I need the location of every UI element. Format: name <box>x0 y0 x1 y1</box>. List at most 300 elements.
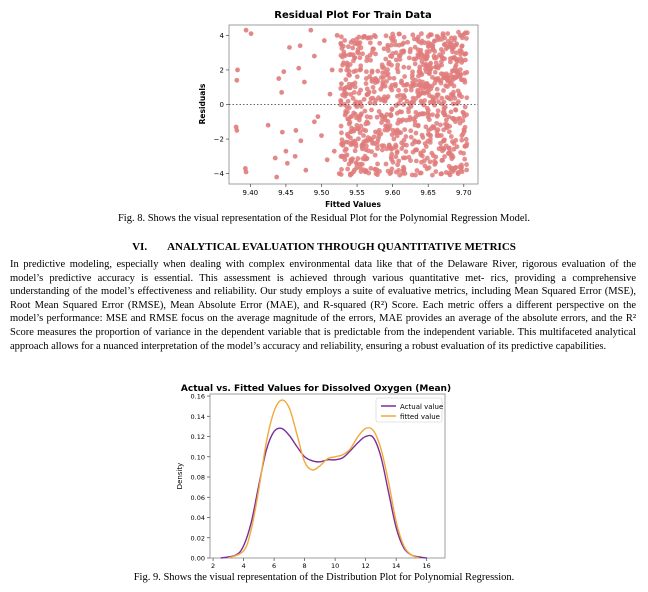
residual-point <box>386 119 391 124</box>
residual-point <box>427 117 432 122</box>
residual-point <box>464 36 469 41</box>
residual-point <box>370 70 375 75</box>
residual-point <box>303 168 308 173</box>
residual-point <box>435 34 440 39</box>
residual-point <box>453 108 458 113</box>
residual-point <box>346 72 351 77</box>
residual-point <box>274 175 279 180</box>
residual-point <box>386 169 391 174</box>
residual-point <box>401 165 406 170</box>
y-tick-label: 2 <box>219 66 224 75</box>
residual-point <box>406 65 411 70</box>
residual-point <box>414 159 419 164</box>
residual-point <box>354 162 359 167</box>
residual-point <box>347 122 352 127</box>
residual-point <box>347 105 352 110</box>
residual-point <box>379 120 384 125</box>
residual-point <box>343 157 348 162</box>
residual-point <box>364 81 369 86</box>
residual-point <box>432 126 437 131</box>
residual-point <box>456 99 461 104</box>
residual-point <box>433 70 438 75</box>
residual-point <box>375 69 380 74</box>
residual-point <box>395 63 400 68</box>
residual-point <box>266 123 271 128</box>
residual-point <box>393 143 398 148</box>
residual-point <box>408 158 413 163</box>
residual-point <box>463 58 468 63</box>
residual-point <box>339 124 344 129</box>
x-tick-label: 9.65 <box>420 189 436 197</box>
residual-point <box>389 35 394 40</box>
residual-point <box>407 101 412 106</box>
residual-point <box>412 37 417 42</box>
residual-point <box>459 138 464 143</box>
residual-point <box>416 47 421 52</box>
residual-point <box>449 110 454 115</box>
residual-point <box>316 114 321 119</box>
residual-point <box>350 46 355 51</box>
residual-point <box>298 138 303 143</box>
residual-point <box>382 46 387 51</box>
residual-point <box>372 134 377 139</box>
residual-point <box>419 160 424 165</box>
residual-point <box>435 87 440 92</box>
residual-point <box>441 31 446 36</box>
residual-point <box>244 170 249 175</box>
residual-point <box>364 58 369 63</box>
residual-point <box>429 32 434 37</box>
residual-point <box>420 80 425 85</box>
residual-point <box>386 62 391 67</box>
residual-point <box>459 167 464 172</box>
residual-point <box>338 68 343 73</box>
residual-point <box>351 58 356 63</box>
residual-point <box>432 49 437 54</box>
residual-point <box>390 132 395 137</box>
residual-point <box>401 65 406 70</box>
y-tick-label: −4 <box>213 170 224 179</box>
residual-point <box>341 143 346 148</box>
residual-point <box>366 148 371 153</box>
residual-point <box>372 101 377 106</box>
residual-point <box>445 31 450 36</box>
residual-point <box>407 56 412 61</box>
residual-point <box>366 35 371 40</box>
residual-point <box>395 150 400 155</box>
residual-point <box>458 72 463 77</box>
residual-point <box>459 44 464 49</box>
residual-point <box>460 35 465 40</box>
residual-point <box>293 154 298 159</box>
residual-point <box>296 66 301 71</box>
residual-point <box>279 90 284 95</box>
residual-point <box>364 144 369 149</box>
residual-point <box>366 92 371 97</box>
residual-point <box>418 112 423 117</box>
residual-point <box>365 114 370 119</box>
residual-point <box>396 70 401 75</box>
residual-point <box>417 93 422 98</box>
residual-point <box>362 97 367 102</box>
residual-point <box>382 128 387 133</box>
residual-point <box>411 117 416 122</box>
residual-point <box>400 117 405 122</box>
residual-point <box>428 159 433 164</box>
residual-point <box>439 63 444 68</box>
residual-point <box>405 82 410 87</box>
residual-point <box>387 76 392 81</box>
residual-point <box>352 90 357 95</box>
section-number: VI. <box>132 241 148 253</box>
residual-point <box>425 54 430 59</box>
residual-point <box>413 173 418 178</box>
residual-point <box>375 167 380 172</box>
residual-point <box>395 121 400 126</box>
residual-point <box>357 91 362 96</box>
residual-plot-y-label: Residuals <box>198 83 207 125</box>
residual-point <box>464 168 469 173</box>
residual-point <box>442 100 447 105</box>
residual-point <box>428 133 433 138</box>
residual-point <box>359 169 364 174</box>
distribution-plot-figure <box>0 378 648 588</box>
residual-point <box>380 62 385 67</box>
residual-point <box>410 73 415 78</box>
residual-point <box>373 52 378 57</box>
y-tick-label: −2 <box>213 135 224 144</box>
residual-point <box>396 101 401 106</box>
residual-point <box>356 136 361 141</box>
residual-point <box>359 111 364 116</box>
residual-point <box>428 140 433 145</box>
residual-point <box>427 71 432 76</box>
x-tick-label: 10 <box>330 562 340 570</box>
residual-point <box>433 65 438 70</box>
residual-point <box>343 111 348 116</box>
residual-point <box>339 81 344 86</box>
residual-point <box>424 64 429 69</box>
residual-point <box>441 50 446 55</box>
residual-plot-title: Residual Plot For Train Data <box>274 10 432 21</box>
residual-point <box>386 48 391 53</box>
residual-point <box>235 68 240 73</box>
residual-point <box>338 86 343 91</box>
residual-point <box>377 109 382 114</box>
y-tick-label: 4 <box>219 31 224 40</box>
section-title: ANALYTICAL EVALUATION THROUGH QUANTITATIVE METRICS <box>167 241 516 253</box>
residual-point <box>462 157 467 162</box>
x-tick-label: 8 <box>302 562 307 570</box>
residual-plot-x-ticks <box>243 184 472 197</box>
residual-point <box>443 83 448 88</box>
residual-point <box>401 155 406 160</box>
residual-point <box>371 47 376 52</box>
body-paragraph: In predictive modeling, especially when dealing with complex environmental data like that of the Delaware River, rigorous evaluation of the model’s predictive accuracy is essential. This assessment is achieved through various quantitative met- rics, providing a comprehensive understanding of the model’s effectiveness and reliability. Our study employs a suite of evaluative metrics, including Mean Squared Error (MSE), Root Mean Squared Error (RMSE), Mean Absolute Error (MAE), and R-squared (R²) Score. Each metric offers a different perspective on the model’s performance: MSE and RMSE focus on the average magnitude of the errors, MAE provides an average of the absolute errors, and the R² Score measures the proportion of variance in the dependent variable that is predictable from the independent variable. This multifaceted analytical approach allows for a nuanced interpretation of the model’s accuracy and reliability, ensuring a robust evaluation of its predictive capabilities. <box>10 259 636 352</box>
residual-point <box>414 131 419 136</box>
residual-point <box>452 141 457 146</box>
residual-point <box>441 110 446 115</box>
residual-point <box>358 68 363 73</box>
residual-point <box>413 78 418 83</box>
residual-point <box>276 76 281 81</box>
residual-point <box>342 38 347 43</box>
residual-point <box>418 71 423 76</box>
residual-point <box>379 113 384 118</box>
residual-point <box>312 119 317 124</box>
residual-point <box>424 144 429 149</box>
residual-point <box>390 107 395 112</box>
residual-point <box>428 61 433 66</box>
y-tick-label: 0.00 <box>190 554 205 563</box>
residual-point <box>352 127 357 132</box>
residual-point <box>415 168 420 173</box>
residual-point <box>375 146 380 151</box>
residual-point <box>441 88 446 93</box>
residual-point <box>428 100 433 105</box>
residual-point <box>408 50 413 55</box>
distribution-plot-title: Actual vs. Fitted Values for Dissolved Oxygen (Mean) <box>180 384 452 394</box>
residual-point <box>355 74 360 79</box>
residual-point <box>412 138 417 143</box>
residual-point <box>357 55 362 60</box>
residual-point <box>403 134 408 139</box>
residual-point <box>431 153 436 158</box>
residual-point <box>380 143 385 148</box>
residual-point <box>411 96 416 101</box>
residual-point <box>445 45 450 50</box>
residual-point <box>403 88 408 93</box>
x-tick-label: 16 <box>422 562 431 570</box>
residual-point <box>415 52 420 57</box>
residual-point <box>339 34 344 39</box>
residual-point <box>433 169 438 174</box>
figure-9-caption: Fig. 9. Shows the visual representation of the Distribution Plot for Polynomial Regression. <box>133 572 515 583</box>
residual-point <box>372 33 377 38</box>
residual-point <box>285 161 290 166</box>
x-tick-label: 9.55 <box>349 189 365 197</box>
residual-point <box>436 92 441 97</box>
residual-point <box>389 157 394 162</box>
residual-point <box>446 151 451 156</box>
residual-point <box>441 56 446 61</box>
residual-point <box>375 172 380 177</box>
residual-point <box>458 150 463 155</box>
residual-point <box>464 162 469 167</box>
residual-point <box>370 96 375 101</box>
residual-point <box>443 105 448 110</box>
residual-point <box>293 128 298 133</box>
y-tick-label: 0.12 <box>190 433 205 442</box>
residual-point <box>414 147 419 152</box>
distribution-plot-y-ticks <box>191 393 210 563</box>
residual-point <box>368 40 373 45</box>
residual-point <box>396 168 401 173</box>
residual-point <box>355 156 360 161</box>
residual-point <box>361 127 366 132</box>
residual-point <box>319 133 324 138</box>
residual-point <box>434 76 439 81</box>
residual-point <box>452 84 457 89</box>
residual-point <box>426 84 431 89</box>
residual-point <box>356 35 361 40</box>
residual-point <box>363 157 368 162</box>
residual-point <box>312 54 317 59</box>
residual-point <box>403 149 408 154</box>
residual-point <box>346 44 351 49</box>
residual-point <box>427 93 432 98</box>
residual-point <box>464 137 469 142</box>
x-tick-label: 9.45 <box>278 189 294 197</box>
residual-point <box>370 77 375 82</box>
y-tick-label: 0 <box>219 101 224 109</box>
residual-point <box>421 90 426 95</box>
residual-point <box>430 173 435 178</box>
residual-point <box>405 40 410 45</box>
residual-point <box>397 32 402 37</box>
residual-point <box>392 76 397 81</box>
residual-point <box>456 88 461 93</box>
residual-point <box>352 168 357 173</box>
residual-point <box>382 99 387 104</box>
residual-point <box>349 52 354 57</box>
residual-point <box>434 60 439 65</box>
residual-point <box>426 89 431 94</box>
residual-point <box>413 110 418 115</box>
residual-point <box>344 68 349 73</box>
residual-point <box>388 112 393 117</box>
residual-point <box>353 101 358 106</box>
x-tick-label: 12 <box>361 562 370 570</box>
residual-point <box>349 142 354 147</box>
residual-point <box>384 162 389 167</box>
residual-point <box>345 167 350 172</box>
residual-point <box>406 106 411 111</box>
residual-point <box>408 128 413 133</box>
residual-point <box>426 108 431 113</box>
residual-point <box>427 113 432 118</box>
x-tick-label: 9.70 <box>455 189 472 197</box>
residual-point <box>402 74 407 79</box>
residual-point <box>387 126 392 131</box>
residual-point <box>361 35 366 40</box>
residual-point <box>395 128 400 133</box>
residual-point <box>420 39 425 44</box>
residual-point <box>447 164 452 169</box>
residual-plot-points <box>234 28 470 180</box>
actual-value-line <box>221 428 427 558</box>
residual-point <box>463 144 468 149</box>
residual-point <box>389 152 394 157</box>
residual-point <box>249 31 254 36</box>
residual-point <box>398 53 403 58</box>
residual-point <box>375 162 380 167</box>
residual-point <box>357 43 362 48</box>
residual-point <box>414 83 419 88</box>
residual-point <box>454 41 459 46</box>
figure-8-caption: Fig. 8. Shows the visual representation of the Residual Plot for the Polynomial Regression Model. <box>117 213 531 224</box>
y-tick-label: 0.10 <box>190 453 205 462</box>
section-heading <box>0 241 648 253</box>
residual-point <box>453 65 458 70</box>
residual-point <box>441 146 446 151</box>
legend-label-fitted: fitted value <box>400 413 440 421</box>
residual-point <box>308 28 313 33</box>
residual-point <box>348 85 353 90</box>
residual-point <box>353 81 358 86</box>
residual-point <box>451 116 456 121</box>
residual-point <box>361 133 366 138</box>
residual-point <box>422 103 427 108</box>
residual-plot-y-ticks <box>214 32 229 178</box>
residual-point <box>383 57 388 62</box>
residual-point <box>402 35 407 40</box>
residual-point <box>343 77 348 82</box>
residual-point <box>442 137 447 142</box>
residual-point <box>428 42 433 47</box>
residual-point <box>463 105 468 110</box>
residual-point <box>446 146 451 151</box>
x-tick-label: 2 <box>210 562 216 570</box>
residual-point <box>419 31 424 36</box>
residual-point <box>447 129 452 134</box>
residual-point <box>380 80 385 85</box>
legend-label-actual: Actual value <box>400 403 444 411</box>
residual-point <box>322 38 327 43</box>
residual-point <box>447 124 452 129</box>
residual-point <box>366 171 371 176</box>
residual-point <box>345 153 350 158</box>
residual-point <box>454 50 459 55</box>
residual-point <box>375 79 380 84</box>
residual-point <box>351 38 356 43</box>
residual-point <box>387 144 392 149</box>
residual-point <box>369 107 374 112</box>
distribution-plot-lines <box>221 400 427 558</box>
residual-point <box>280 130 285 135</box>
x-tick-label: 6 <box>272 562 277 570</box>
residual-point <box>458 52 463 57</box>
residual-point <box>346 117 351 122</box>
residual-point <box>462 78 467 83</box>
residual-point <box>339 130 344 135</box>
y-tick-label: 0.02 <box>190 534 205 543</box>
x-tick-label: 9.40 <box>242 189 259 197</box>
residual-point <box>353 68 358 73</box>
residual-point <box>452 75 457 80</box>
residual-point <box>404 143 409 148</box>
residual-point <box>361 140 366 145</box>
residual-point <box>429 65 434 70</box>
residual-point <box>356 47 361 52</box>
residual-point <box>399 79 404 84</box>
residual-point <box>409 135 414 140</box>
residual-point <box>363 122 368 127</box>
residual-point <box>422 163 427 168</box>
residual-point <box>234 128 239 133</box>
residual-point <box>443 122 448 127</box>
residual-point <box>432 162 437 167</box>
residual-point <box>437 133 442 138</box>
residual-point <box>344 147 349 152</box>
residual-point <box>332 149 337 154</box>
residual-point <box>436 108 441 113</box>
residual-point <box>281 69 286 74</box>
y-tick-label: 0.08 <box>190 473 205 482</box>
residual-point <box>442 154 447 159</box>
residual-point <box>464 70 469 75</box>
residual-point <box>409 88 414 93</box>
